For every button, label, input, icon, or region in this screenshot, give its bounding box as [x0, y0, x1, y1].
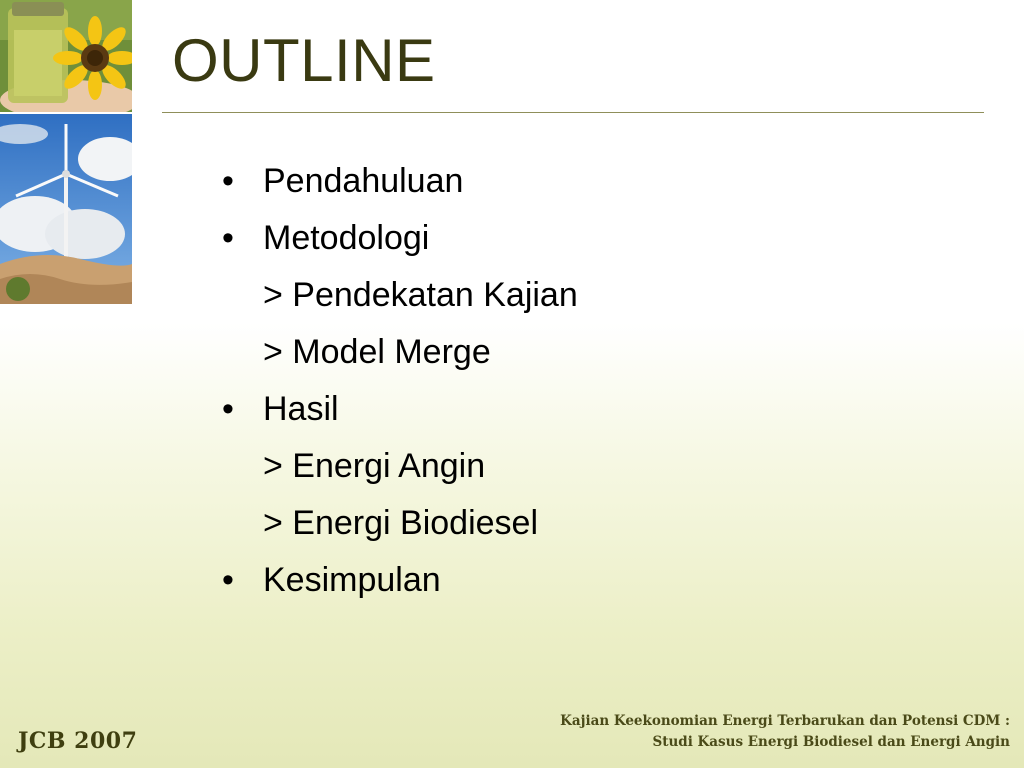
slide-title: OUTLINE: [172, 27, 436, 94]
footer-caption-line2: Studi Kasus Energi Biodiesel dan Energi Angin: [652, 734, 1010, 750]
list-item: [222, 557, 578, 614]
list-item: [222, 500, 578, 557]
title-divider: [162, 112, 984, 113]
list-item: [222, 329, 578, 386]
footer-caption-line1: Kajian Keekonomian Energi Terbarukan dan Potensi CDM :: [560, 713, 1010, 729]
item-text: Kesimpulan: [263, 561, 441, 599]
footer-logo-text: JCB 2007: [18, 728, 138, 754]
item-text: Pendahuluan: [263, 162, 464, 200]
item-text: > Energi Angin: [263, 447, 486, 485]
item-text: > Energi Biodiesel: [263, 504, 539, 542]
item-text: Hasil: [263, 390, 339, 428]
footer-caption: [560, 711, 1010, 753]
bullet: •: [222, 219, 234, 257]
list-item: [222, 443, 578, 500]
sunflower-jar-photo: [0, 0, 132, 112]
bullet: •: [222, 390, 234, 428]
item-text: Metodologi: [263, 219, 430, 257]
list-item: [222, 158, 578, 215]
wind-turbine-photo: [0, 114, 132, 304]
item-text: > Pendekatan Kajian: [263, 276, 578, 314]
outline-list: [222, 158, 578, 614]
list-item: [222, 386, 578, 443]
list-item: [222, 272, 578, 329]
bullet: •: [222, 162, 234, 200]
bullet: •: [222, 561, 234, 599]
item-text: > Model Merge: [263, 333, 491, 371]
list-item: [222, 215, 578, 272]
